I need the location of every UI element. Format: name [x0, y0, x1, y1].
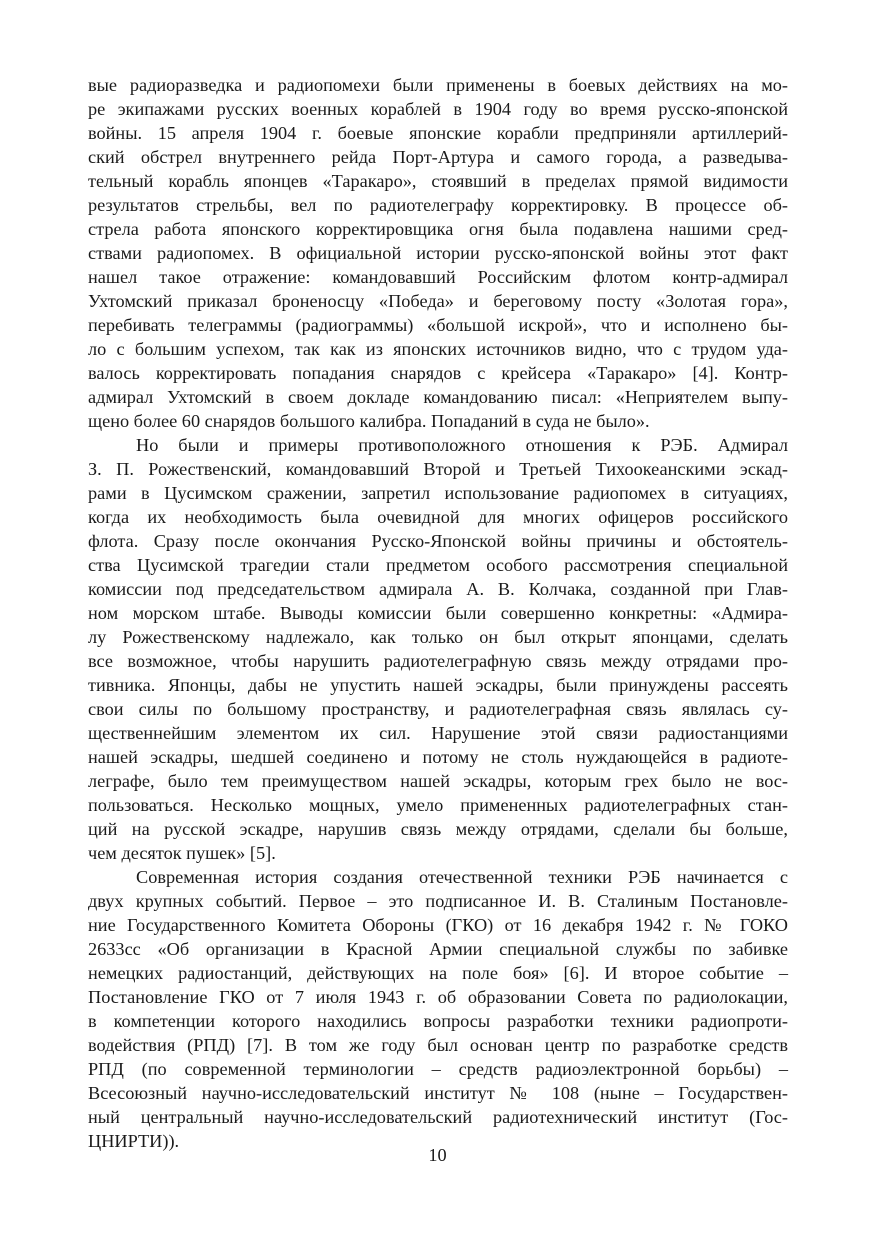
text-line: З. П. Рожественский, командовавший Второй и Третьей Тихоокеанскими эскад-	[88, 459, 788, 479]
text-line: ном морском штабе. Выводы комиссии были совершенно конкретны: «Адмира-	[88, 603, 788, 623]
text-line: тельный корабль японцев «Таракаро», стоявший в пределах прямой видимости	[88, 171, 788, 191]
text-line: леграфе, было тем преимуществом нашей эскадры, которым грех было не вос-	[88, 771, 788, 791]
text-line: двух крупных событий. Первое – это подписанное И. В. Сталиным Постановле-	[88, 891, 788, 911]
text-line: когда их необходимость была очевидной для многих офицеров российского	[88, 507, 788, 527]
text-line: нашей эскадры, шедшей соединено и потому не столь нуждающейся в радиоте-	[88, 747, 788, 767]
text-line: немецких радиостанций, действующих на поле боя» [6]. И второе событие –	[88, 963, 788, 983]
text-line: свои силы по большому пространству, и радиотелеграфная связь являлась су-	[88, 699, 788, 719]
text-line: Современная история создания отечественной техники РЭБ начинается с	[136, 867, 788, 887]
text-line: вые радиоразведка и радиопомехи были применены в боевых действиях на мо-	[88, 75, 788, 95]
text-line: ло с большим успехом, так как из японских источников видно, что с трудом уда-	[88, 339, 788, 359]
text-line: ный центральный научно-исследовательский радиотехнический институт (Гос-	[88, 1107, 788, 1127]
text-line: тивника. Японцы, дабы не упустить нашей эскадры, были принуждены рассеять	[88, 675, 788, 695]
text-line: ций на русской эскадре, нарушив связь между отрядами, сделали бы больше,	[88, 819, 788, 839]
text-line: пользоваться. Несколько мощных, умело примененных радиотелеграфных стан-	[88, 795, 788, 815]
text-line: флота. Сразу после окончания Русско-Японской войны причины и обстоятель-	[88, 531, 788, 551]
text-line: результатов стрельбы, вел по радиотелеграфу корректировку. В процессе об-	[88, 195, 788, 215]
text-line: ЦНИРТИ)).	[88, 1131, 180, 1151]
text-line: щественнейшим элементом их сил. Нарушение этой связи радиостанциями	[88, 723, 788, 743]
text-line: перебивать телеграммы (радиограммы) «большой искрой», что и исполнено бы-	[88, 315, 788, 335]
text-line: в компетенции которого находились вопросы разработки техники радиопроти-	[88, 1011, 788, 1031]
text-line: все возможное, чтобы нарушить радиотелеграфную связь между отрядами про-	[88, 651, 788, 671]
text-line: валось корректировать попадания снарядов с крейсера «Таракаро» [4]. Контр-	[88, 363, 788, 383]
text-line: щено более 60 снарядов большого калибра. Попаданий в суда не было».	[88, 411, 650, 431]
text-line: РПД (по современной терминологии – средств радиоэлектронной борьбы) –	[88, 1059, 788, 1079]
text-line: Ухтомский приказал броненосцу «Победа» и береговому посту «Золотая гора»,	[88, 291, 788, 311]
text-line: 2633сс «Об организации в Красной Армии специальной службы по забивке	[88, 939, 788, 959]
text-line: Всесоюзный научно-исследовательский институт № 108 (ныне – Государствен-	[88, 1083, 788, 1103]
text-line: водействия (РПД) [7]. В том же году был основан центр по разработке средств	[88, 1035, 788, 1055]
text-line: ства Цусимской трагедии стали предметом особого рассмотрения специальной	[88, 555, 788, 575]
text-line: ре экипажами русских военных кораблей в 1904 году во время русско-японской	[88, 99, 788, 119]
text-line: комиссии под председательством адмирала А. В. Колчака, созданной при Глав-	[88, 579, 788, 599]
text-line: стрела работа японского корректировщика огня была подавлена нашими сред-	[88, 219, 788, 239]
text-line: ние Государственного Комитета Обороны (ГКО) от 16 декабря 1942 г. № ГОКО	[88, 915, 788, 935]
text-line: чем десяток пушек» [5].	[88, 843, 276, 863]
text-line: нашел такое отражение: командовавший Российским флотом контр-адмирал	[88, 267, 788, 287]
text-line: рами в Цусимском сражении, запретил использование радиопомех в ситуациях,	[88, 483, 788, 503]
text-line: войны. 15 апреля 1904 г. боевые японские корабли предприняли артиллерий-	[88, 123, 788, 143]
text-line: лу Рожественскому надлежало, как только он был открыт японцами, сделать	[88, 627, 788, 647]
text-line: Постановление ГКО от 7 июля 1943 г. об образовании Совета по радиолокации,	[88, 987, 788, 1007]
text-line: адмирал Ухтомский в своем докладе командованию писал: «Неприятелем выпу-	[88, 387, 788, 407]
text-line: ствами радиопомех. В официальной истории русско-японской войны этот факт	[88, 243, 788, 263]
page-number: 10	[428, 1145, 447, 1165]
text-line: ский обстрел внутреннего рейда Порт-Артура и самого города, а разведыва-	[88, 147, 788, 167]
text-line: Но были и примеры противоположного отношения к РЭБ. Адмирал	[136, 435, 788, 455]
